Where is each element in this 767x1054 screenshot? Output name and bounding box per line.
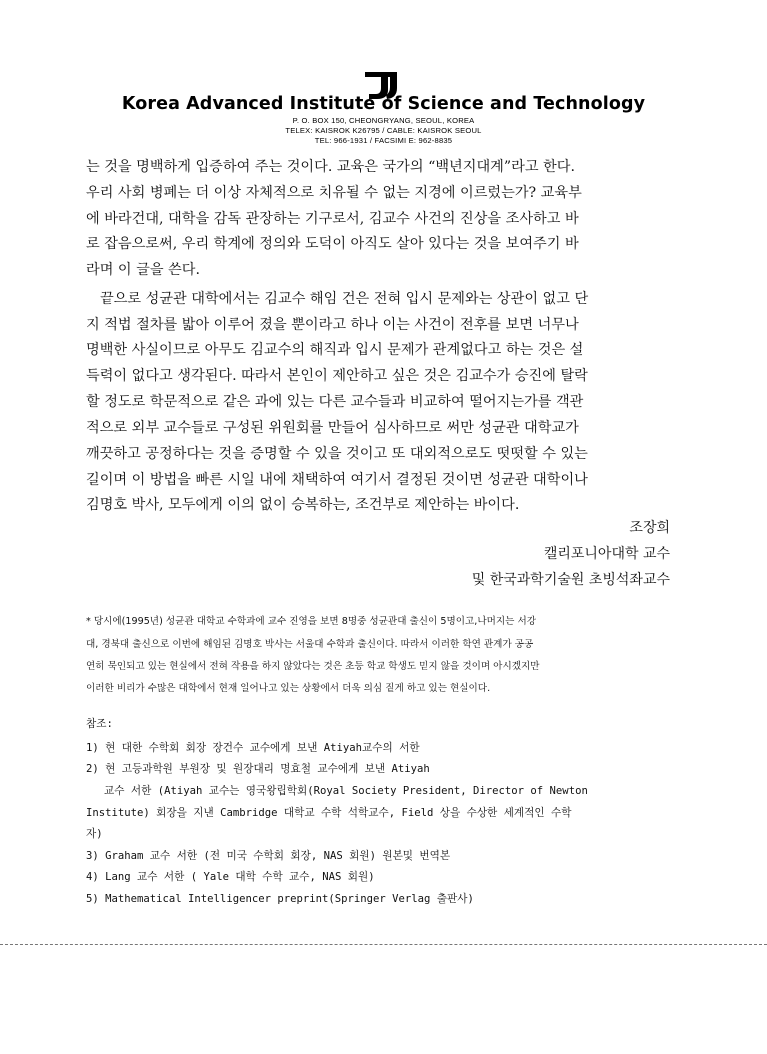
body-line: 는 것을 명백하게 입증하여 주는 것이다. 교육은 국가의 “백년지대계”라고 한다. (86, 159, 575, 175)
telex-line: TELEX: KAISROK K26795 / CABLE: KAISROK SEOUL (285, 126, 482, 135)
signature-name: 조장희 (629, 520, 670, 536)
footnote-line: 대, 경북대 출신으로 이번에 해임된 김명호 박사는 서울대 수학과 출신이다. 따라서 이러한 학연 관계가 공공 (86, 639, 534, 650)
institution-name: Korea Advanced Institute of Science and Technology (121, 94, 646, 114)
reference-item: 5) Mathematical Intelligencer preprint(Springer Verlag 출판사) (86, 893, 474, 905)
reference-item: 4) Lang 교수 서한 ( Yale 대학 수학 교수, NAS 회원) (86, 871, 375, 883)
body-line: 에 바라건대, 대학을 감독 관장하는 기구로서, 김교수 사건의 진상을 조사하고 바 (86, 211, 579, 227)
body-line: 라며 이 글을 쓴다. (86, 262, 200, 278)
body-line: 로 잡음으로써, 우리 학계에 정의와 도덕이 아직도 살아 있다는 것을 보여주기 바 (86, 236, 579, 252)
reference-item: Institute) 회장을 지낸 Cambridge 대학교 수학 석학교수, Field 상을 수상한 세계적인 수학 (86, 807, 572, 819)
signature-affiliation: 및 한국과학기술원 초빙석좌교수 (471, 572, 670, 588)
reference-item: 2) 현 고등과학원 부원장 및 원장대리 명효철 교수에게 보낸 Atiyah (86, 763, 430, 775)
footnote-line: 이러한 비리가 수많은 대학에서 현재 일어나고 있는 상황에서 더욱 의심 짙게 하고 있는 현실이다. (86, 683, 491, 694)
body-line: 깨끗하고 공정하다는 것을 증명할 수 있을 것이고 또 대외적으로도 떳떳할 수 있는 (86, 446, 588, 462)
footnote-line: * 당시에(1995년) 성균관 대학교 수학과에 교수 진영을 보면 8명중 성균관대 출신이 5명이고,나머지는 서강 (86, 616, 536, 627)
reference-item: 3) Graham 교수 서한 (전 미국 수학회 회장, NAS 회원) 원본및 번역본 (86, 850, 451, 862)
reference-item: 자) (86, 828, 103, 840)
bottom-divider (0, 944, 767, 945)
address-line: P. O. BOX 150, CHEONGRYANG, SEOUL, KOREA (292, 116, 475, 125)
body-line: 명백한 사실이므로 아무도 김교수의 해직과 입시 문제가 관계없다고 하는 것은 설 (86, 342, 584, 358)
body-line: 적으로 외부 교수들로 구성된 위원회를 만들어 심사하므로 써만 성균관 대학교가 (86, 420, 579, 436)
references-heading: 참조: (86, 718, 113, 730)
body-line: 지 적법 절차를 밟아 이루어 졌을 뿐이라고 하나 이는 사건이 전후를 보면 너무나 (86, 317, 579, 333)
body-line: 할 정도로 학문적으로 같은 과에 있는 다른 교수들과 비교하여 떨어지는가를 객관 (86, 394, 584, 410)
reference-item: 1) 현 대한 수학회 회장 장건수 교수에게 보낸 Atiyah교수의 서한 (86, 742, 420, 754)
body-line: 득력이 없다고 생각된다. 따라서 본인이 제안하고 싶은 것은 김교수가 승진에 탈락 (86, 368, 588, 384)
signature-affiliation: 캘리포니아대학 교수 (543, 546, 670, 562)
footnote-line: 연히 묵인되고 있는 현실에서 전혀 작용을 하지 않았다는 것은 초등 학교 학생도 믿지 않을 것이며 아시겠지만 (86, 661, 540, 672)
body-line: 김명호 박사, 모두에게 이의 없이 승복하는, 조건부로 제안하는 바이다. (86, 497, 520, 513)
reference-item: 교수 서한 (Atiyah 교수는 영국왕립학회(Royal Society President, Director of Newton (104, 785, 588, 797)
body-line: 끝으로 성균관 대학에서는 김교수 해임 건은 전혀 입시 문제와는 상관이 없고 단 (100, 291, 589, 307)
telephone-line: TEL: 966-1931 / FACSIMI E: 962-8835 (314, 136, 453, 145)
body-line: 길이며 이 방법을 빠른 시일 내에 채택하여 여기서 결정된 것이면 성균관 대학이나 (86, 472, 588, 488)
body-line: 우리 사회 병폐는 더 이상 자체적으로 치유될 수 없는 지경에 이르렀는가? 교육부 (86, 185, 582, 201)
